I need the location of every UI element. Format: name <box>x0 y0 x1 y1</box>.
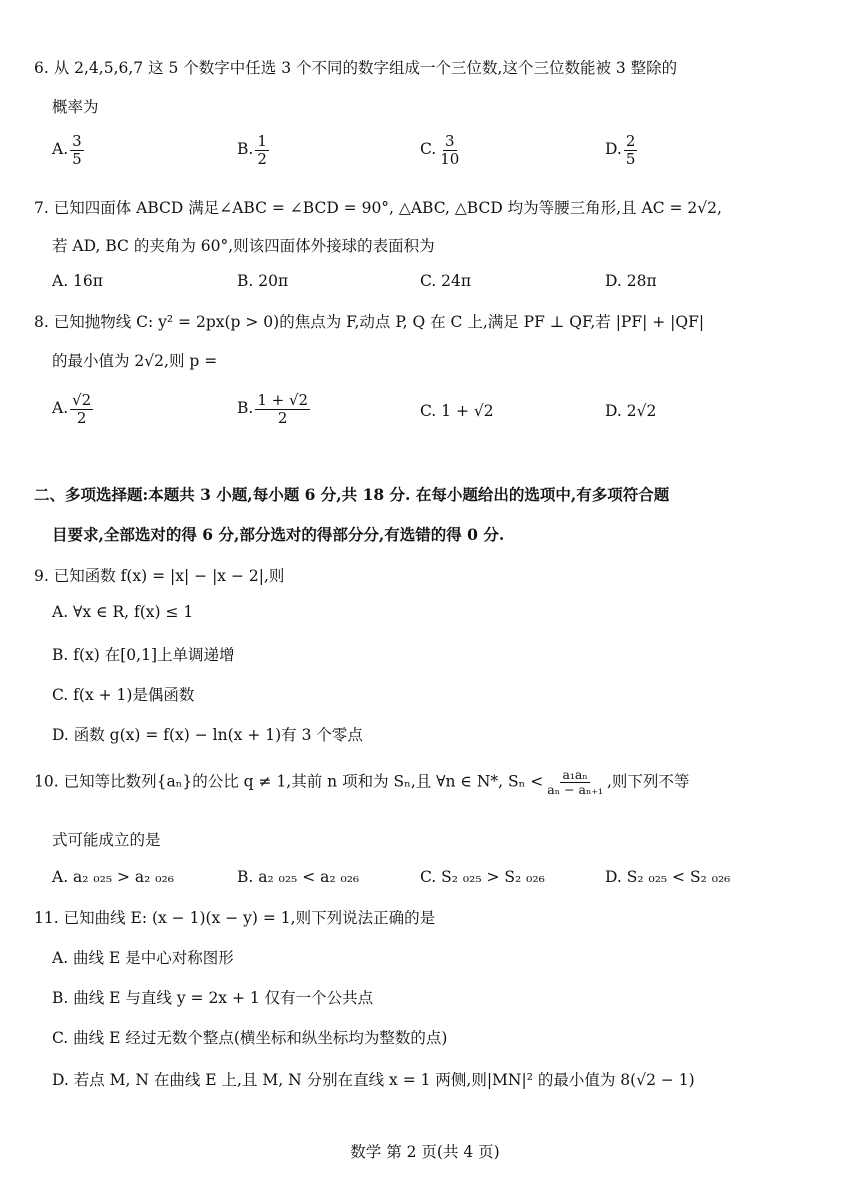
q6-option-c: C. $\frac{3}{10}$ <box>420 132 460 168</box>
q11-option-c: C. 曲线 E 经过无数个整点(横坐标和纵坐标均为整数的点) <box>52 1029 448 1047</box>
q10-option-b: B. a₂ ₀₂₅ < a₂ ₀₂₆ <box>237 868 360 886</box>
q9-option-a: A. ∀x ∈ R, f(x) ≤ 1 <box>52 603 194 621</box>
q6-stem-line1: 6. 从 2,4,5,6,7 这 5 个数字中任选 3 个不同的数字组成一个三位数,这个三位数能被 3 整除的 <box>34 59 678 77</box>
q7-option-c: C. 24π <box>420 272 472 290</box>
q10-option-a: A. a₂ ₀₂₅ > a₂ ₀₂₆ <box>52 868 174 886</box>
q8-option-a: A. $\frac{√2}{2}$ <box>52 391 92 427</box>
q6-stem-line2: 概率为 <box>52 98 99 116</box>
q11-option-a: A. 曲线 E 是中心对称图形 <box>52 949 234 967</box>
q6-option-a: A. $\frac{3}{5}$ <box>52 132 82 168</box>
q10-stem-line2: 式可能成立的是 <box>52 831 161 849</box>
q6-option-b: B. $\frac{1}{2}$ <box>237 132 267 168</box>
q10-option-c: C. S₂ ₀₂₅ > S₂ ₀₂₆ <box>420 868 545 886</box>
q11-option-b: B. 曲线 E 与直线 y = 2x + 1 仅有一个公共点 <box>52 989 374 1007</box>
section2-heading-line2: 目要求,全部选对的得 6 分,部分选对的得部分分,有选错的得 0 分. <box>52 525 505 544</box>
q7-option-b: B. 20π <box>237 272 289 290</box>
q6-option-d: D. $\frac{2}{5}$ <box>605 132 636 168</box>
q9-option-d: D. 函数 g(x) = f(x) − ln(x + 1)有 3 个零点 <box>52 726 363 744</box>
q7-stem-line2: 若 AD, BC 的夹角为 60°,则该四面体外接球的表面积为 <box>52 237 435 255</box>
q11-option-d: D. 若点 M, N 在曲线 E 上,且 M, N 分别在直线 x = 1 两侧,则|MN|² 的最小值为 8(√2 − 1) <box>52 1071 695 1089</box>
q8-option-c: C. 1 + √2 <box>420 402 494 420</box>
q8-option-b: B. $\frac{1 + √2}{2}$ <box>237 391 309 427</box>
q10-stem-line1: 10. 已知等比数列{aₙ}的公比 q ≠ 1,其前 n 项和为 Sₙ,且 ∀n ∈ N*, Sₙ < $\frac{\text{a₁aₙ}}{\text{aₙ − aₙ₊₁}}$ ,则下列不等 <box>34 767 690 797</box>
q11-stem: 11. 已知曲线 E: (x − 1)(x − y) = 1,则下列说法正确的是 <box>34 909 436 927</box>
q9-stem: 9. 已知函数 f(x) = |x| − |x − 2|,则 <box>34 567 285 585</box>
page-footer: 数学 第 2 页(共 4 页) <box>350 1143 500 1161</box>
q7-option-a: A. 16π <box>52 272 103 290</box>
q10-option-d: D. S₂ ₀₂₅ < S₂ ₀₂₆ <box>605 868 731 886</box>
q8-stem-line1: 8. 已知抛物线 C: y² = 2px(p > 0)的焦点为 F,动点 P, Q 在 C 上,满足 PF ⊥ QF,若 |PF| + |QF| <box>34 313 705 331</box>
q8-stem-line2: 的最小值为 2√2,则 p = <box>52 352 218 370</box>
q7-option-d: D. 28π <box>605 272 657 290</box>
q8-option-d: D. 2√2 <box>605 402 657 420</box>
section2-heading-line1: 二、多项选择题:本题共 3 小题,每小题 6 分,共 18 分. 在每小题给出的选项中,有多项符合题 <box>34 485 670 504</box>
q7-stem-line1: 7. 已知四面体 ABCD 满足∠ABC = ∠BCD = 90°, △ABC, △BCD 均为等腰三角形,且 AC = 2√2, <box>34 199 722 217</box>
q9-option-b: B. f(x) 在[0,1]上单调递增 <box>52 646 235 664</box>
q9-option-c: C. f(x + 1)是偶函数 <box>52 686 195 704</box>
